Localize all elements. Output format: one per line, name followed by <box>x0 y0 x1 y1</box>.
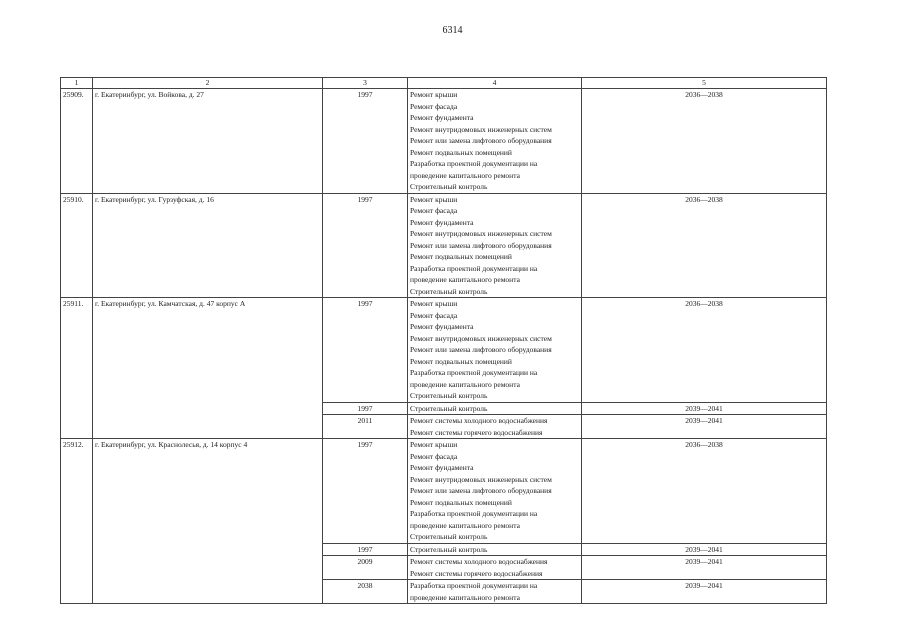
work-item: Строительный контроль <box>410 544 488 554</box>
work-item: Разработка проектной документации на <box>410 263 538 273</box>
table-row <box>61 298 827 403</box>
table-row <box>61 89 827 194</box>
work-item: Строительный контроль <box>410 286 488 296</box>
entry-number: 25910. <box>61 193 93 298</box>
entry-year: 1997 <box>323 89 408 194</box>
table-row <box>61 439 827 544</box>
work-item: Строительный контроль <box>410 391 488 400</box>
entry-number: 25911. <box>61 298 93 439</box>
work-item: Ремонт системы горячего водоснабжения <box>410 427 543 437</box>
work-item: проведение капитального ремонта <box>410 592 520 602</box>
entry-works <box>408 543 582 556</box>
work-item: Ремонт подвальных помещений <box>410 252 512 261</box>
registry-body <box>61 89 827 604</box>
work-item: Ремонт или замена лифтового оборудования <box>410 136 552 145</box>
header-cell-3: 3 <box>323 78 408 89</box>
entry-number: 25912. <box>61 439 93 604</box>
work-item: Ремонт крыши <box>410 440 458 449</box>
table-row <box>61 193 827 298</box>
work-item: Ремонт фундамента <box>410 113 474 122</box>
entry-period: 2039—2041 <box>582 580 827 604</box>
work-item: Ремонт фасада <box>410 451 458 461</box>
work-item: Ремонт системы горячего водоснабжения <box>410 568 543 578</box>
entry-period: 2039—2041 <box>582 543 827 556</box>
work-item: Ремонт или замена лифтового оборудования <box>410 345 552 354</box>
entry-year: 1997 <box>323 439 408 544</box>
work-item: Разработка проектной документации на <box>410 159 538 168</box>
entry-works <box>408 439 582 544</box>
work-item: Строительный контроль <box>410 182 488 191</box>
work-item: Ремонт крыши <box>410 299 458 308</box>
work-item: Строительный контроль <box>410 403 488 413</box>
work-item: Ремонт или замена лифтового оборудования <box>410 486 552 495</box>
work-item: Ремонт фундамента <box>410 217 474 227</box>
entry-year: 1997 <box>323 193 408 298</box>
work-item: Ремонт внутридомовых инженерных систем <box>410 333 552 343</box>
entry-period: 2036—2038 <box>582 89 827 194</box>
work-item: Ремонт фундамента <box>410 463 474 472</box>
work-item: Разработка проектной документации на <box>410 509 538 518</box>
work-item: проведение капитального ремонта <box>410 170 520 180</box>
entry-period: 2039—2041 <box>582 415 827 439</box>
entry-works <box>408 580 582 604</box>
entry-address: г. Екатеринбург, ул. Войкова, д. 27 <box>93 89 323 194</box>
work-item: Строительный контроль <box>410 532 488 541</box>
work-item: Ремонт фасада <box>410 310 458 320</box>
header-cell-5: 5 <box>582 78 827 89</box>
header-cell-1: 1 <box>61 78 93 89</box>
work-item: Ремонт системы холодного водоснабжения <box>410 557 548 566</box>
entry-address: г. Екатеринбург, ул. Гурзуфская, д. 16 <box>93 193 323 298</box>
work-item: Ремонт подвальных помещений <box>410 147 512 157</box>
entry-works <box>408 193 582 298</box>
entry-address: г. Екатеринбург, ул. Камчатская, д. 47 корпус А <box>93 298 323 439</box>
entry-period: 2036—2038 <box>582 298 827 403</box>
work-item: Разработка проектной документации на <box>410 581 538 590</box>
work-item: Ремонт фасада <box>410 206 458 215</box>
work-item: Ремонт подвальных помещений <box>410 497 512 507</box>
header-cell-4: 4 <box>408 78 582 89</box>
entry-works <box>408 402 582 415</box>
entry-year: 1997 <box>323 298 408 403</box>
work-item: Ремонт системы холодного водоснабжения <box>410 416 548 425</box>
entry-period: 2036—2038 <box>582 439 827 544</box>
work-item: Ремонт фундамента <box>410 322 474 331</box>
work-item: Ремонт внутридомовых инженерных систем <box>410 229 552 238</box>
header-row <box>61 78 827 89</box>
work-item: Ремонт внутридомовых инженерных систем <box>410 474 552 484</box>
entry-period: 2036—2038 <box>582 193 827 298</box>
entry-works <box>408 89 582 194</box>
entry-year: 1997 <box>323 402 408 415</box>
work-item: Разработка проектной документации на <box>410 368 538 377</box>
work-item: Ремонт крыши <box>410 90 458 99</box>
page-number: 6314 <box>442 25 463 36</box>
entry-address: г. Екатеринбург, ул. Краснолесья, д. 14 корпус 4 <box>93 439 323 604</box>
entry-period: 2039—2041 <box>582 402 827 415</box>
work-item: Ремонт или замена лифтового оборудования <box>410 240 552 250</box>
entry-year: 2011 <box>323 415 408 439</box>
entry-period: 2039—2041 <box>582 556 827 580</box>
registry-table <box>60 77 827 604</box>
work-item: Ремонт крыши <box>410 194 458 204</box>
work-item: проведение капитального ремонта <box>410 520 520 530</box>
work-item: проведение капитального ремонта <box>410 275 520 284</box>
work-item: Ремонт подвальных помещений <box>410 356 512 366</box>
work-item: Ремонт фасада <box>410 101 458 111</box>
entry-works <box>408 298 582 403</box>
entry-works <box>408 556 582 580</box>
entry-number: 25909. <box>61 89 93 194</box>
entry-year: 1997 <box>323 543 408 556</box>
work-item: Ремонт внутридомовых инженерных систем <box>410 124 552 134</box>
entry-works <box>408 415 582 439</box>
entry-year: 2038 <box>323 580 408 604</box>
work-item: проведение капитального ремонта <box>410 379 520 389</box>
entry-year: 2009 <box>323 556 408 580</box>
header-cell-2: 2 <box>93 78 323 89</box>
